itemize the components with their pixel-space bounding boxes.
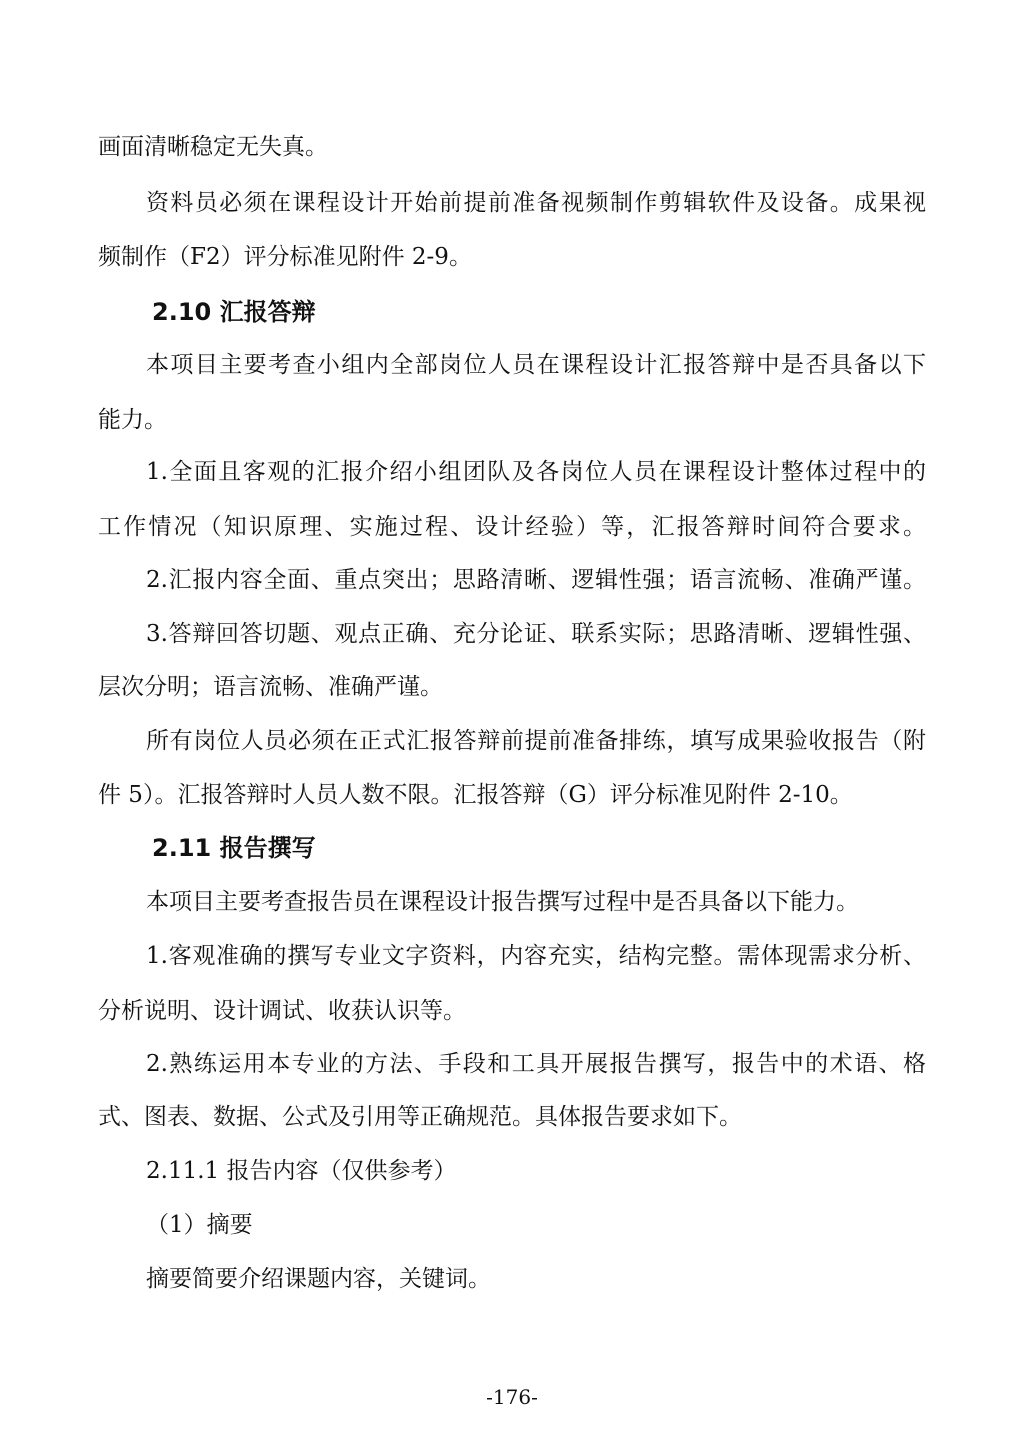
paragraph-line: 层次分明；语言流畅、准确严谨。	[98, 674, 443, 700]
paragraph-line: 2.熟练运用本专业的方法、手段和工具开展报告撰写，报告中的术语、格	[146, 1051, 926, 1077]
paragraph-line: 所有岗位人员必须在正式汇报答辩前提前准备排练，填写成果验收报告（附	[146, 728, 926, 754]
section-heading-2-10: 2.10 汇报答辩	[152, 298, 316, 326]
paragraph-line: 1.客观准确的撰写专业文字资料，内容充实，结构完整。需体现需求分析、	[146, 943, 926, 969]
paragraph-line: 分析说明、设计调试、收获认识等。	[98, 998, 466, 1024]
paragraph-line: 频制作（F2）评分标准见附件 2-9。	[98, 244, 472, 270]
paragraph-line: 本项目主要考查报告员在课程设计报告撰写过程中是否具备以下能力。	[146, 889, 859, 915]
paragraph-line: 资料员必须在课程设计开始前提前准备视频制作剪辑软件及设备。成果视	[146, 190, 926, 216]
subsection-heading: 2.11.1 报告内容（仅供参考）	[146, 1158, 457, 1184]
paragraph-line: 件 5）。汇报答辩时人员人数不限。汇报答辩（G）评分标准见附件 2-10。	[98, 782, 853, 808]
paragraph-line: 画面清晰稳定无失真。	[98, 134, 328, 160]
paragraph-line: 1.全面且客观的汇报介绍小组团队及各岗位人员在课程设计整体过程中的	[146, 459, 926, 485]
paragraph-line: 2.汇报内容全面、重点突出；思路清晰、逻辑性强；语言流畅、准确严谨。	[146, 567, 926, 593]
paragraph-line: 3.答辩回答切题、观点正确、充分论证、联系实际；思路清晰、逻辑性强、	[146, 621, 926, 647]
paragraph-line: 摘要简要介绍课题内容，关键词。	[146, 1266, 491, 1292]
page-number: -176-	[486, 1385, 538, 1409]
paragraph-line: 能力。	[98, 407, 167, 433]
paragraph-line: 本项目主要考查小组内全部岗位人员在课程设计汇报答辩中是否具备以下	[146, 352, 926, 378]
section-heading-2-11: 2.11 报告撰写	[152, 834, 316, 862]
paragraph-line: 工作情况（知识原理、实施过程、设计经验）等，汇报答辩时间符合要求。	[98, 514, 926, 540]
paragraph-line: 式、图表、数据、公式及引用等正确规范。具体报告要求如下。	[98, 1104, 742, 1130]
item-heading: （1）摘要	[146, 1212, 253, 1238]
